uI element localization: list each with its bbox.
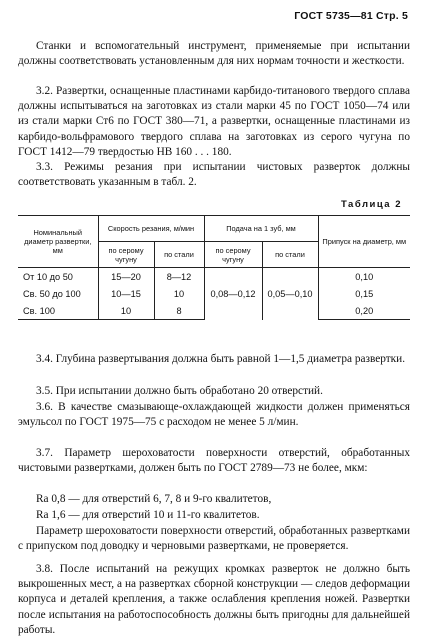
cell-diameter: Св. 100 [18, 302, 98, 320]
paragraph-3-7: 3.7. Параметр шероховатости поверхности отверстий, обработанных чистовыми развертками, должен быть по ГОСТ 2789—73 не более, мкм: [18, 447, 410, 475]
page-header: ГОСТ 5735—81 Стр. 5 [294, 10, 408, 22]
header-diameter: Номинальный диаметр развертки, мм [18, 216, 98, 268]
cell-feed-steel: 0,05—0,10 [262, 268, 318, 320]
table-row [18, 268, 410, 286]
paragraph-3-2: 3.2. Развертки, оснащенные пластинами карбидо-титанового твердого сплава должны испытываться на заготовках из стали марки 45 по ГОСТ 1050—74 или из стали марки Ст6 по ГОСТ 380—71, а развертки, оснащенные пластинами из карбидо-вольфрамового твердого сплава на заготовках из серого чугуна по ГОСТ 1412—79 твердостью НВ 160 . . . 180. [18, 85, 410, 158]
cell-speed-steel: 8 [154, 302, 204, 320]
header-feed-cast-iron: по серому чугуну [204, 242, 262, 268]
header-speed-cast-iron: по серому чугуну [98, 242, 154, 268]
paragraph-intro: Станки и вспомогательный инструмент, применяемые при испытании должны соответствовать установленным для них нормам точности и жесткости. [18, 40, 410, 68]
cutting-modes-table [18, 215, 410, 320]
cell-diameter: От 10 до 50 [18, 268, 98, 286]
paragraph-3-6: 3.6. В качестве смазывающе-охлаждающей жидкости должен применяться эмульсол по ГОСТ 1975—75 с расходом не менее 5 л/мин. [18, 401, 410, 429]
roughness-line-2: Ra 1,6 — для отверстий 10 и 11-го квалитетов. [36, 509, 260, 521]
cell-speed-cast: 15—20 [98, 268, 154, 286]
paragraph-3-5: 3.5. При испытании должно быть обработано 20 отверстий. [36, 385, 323, 397]
header-speed: Скорость резания, м/мин [98, 216, 204, 242]
roughness-line-1: Ra 0,8 — для отверстий 6, 7, 8 и 9-го квалитетов, [36, 493, 272, 505]
cell-allowance: 0,20 [318, 302, 410, 320]
paragraph-3-8: 3.8. После испытаний на режущих кромках разверток не должно быть выкрошенных мест, а на развертках сборной конструкции — следов деформации корпуса и деталей крепления, а также ослабления крепления ножей. Развертки после испытания на работоспособность должны быть пригодны для дальнейшей работы. [18, 563, 410, 636]
table-caption: Таблица 2 [340, 199, 402, 210]
header-allowance: Припуск на диаметр, мм [318, 216, 410, 268]
cell-feed-cast: 0,08—0,12 [204, 268, 262, 320]
paragraph-3-3: 3.3. Режимы резания при испытании чистовых разверток должны соответствовать указанным в табл. 2. [18, 161, 410, 189]
paragraph-3-4: 3.4. Глубина развертывания должна быть равной 1—1,5 диаметра развертки. [36, 353, 406, 365]
header-speed-steel: по стали [154, 242, 204, 268]
cell-speed-cast: 10 [98, 302, 154, 320]
cell-allowance: 0,15 [318, 285, 410, 302]
cell-speed-steel: 10 [154, 285, 204, 302]
cell-speed-cast: 10—15 [98, 285, 154, 302]
cell-allowance: 0,10 [318, 268, 410, 286]
paragraph-note: Параметр шероховатости поверхности отверстий, обработанных развертками с припуском под доводку и черновыми развертками, не проверяется. [18, 525, 410, 553]
header-feed-steel: по стали [262, 242, 318, 268]
cell-speed-steel: 8—12 [154, 268, 204, 286]
header-feed: Подача на 1 зуб, мм [204, 216, 318, 242]
cell-diameter: Св. 50 до 100 [18, 285, 98, 302]
